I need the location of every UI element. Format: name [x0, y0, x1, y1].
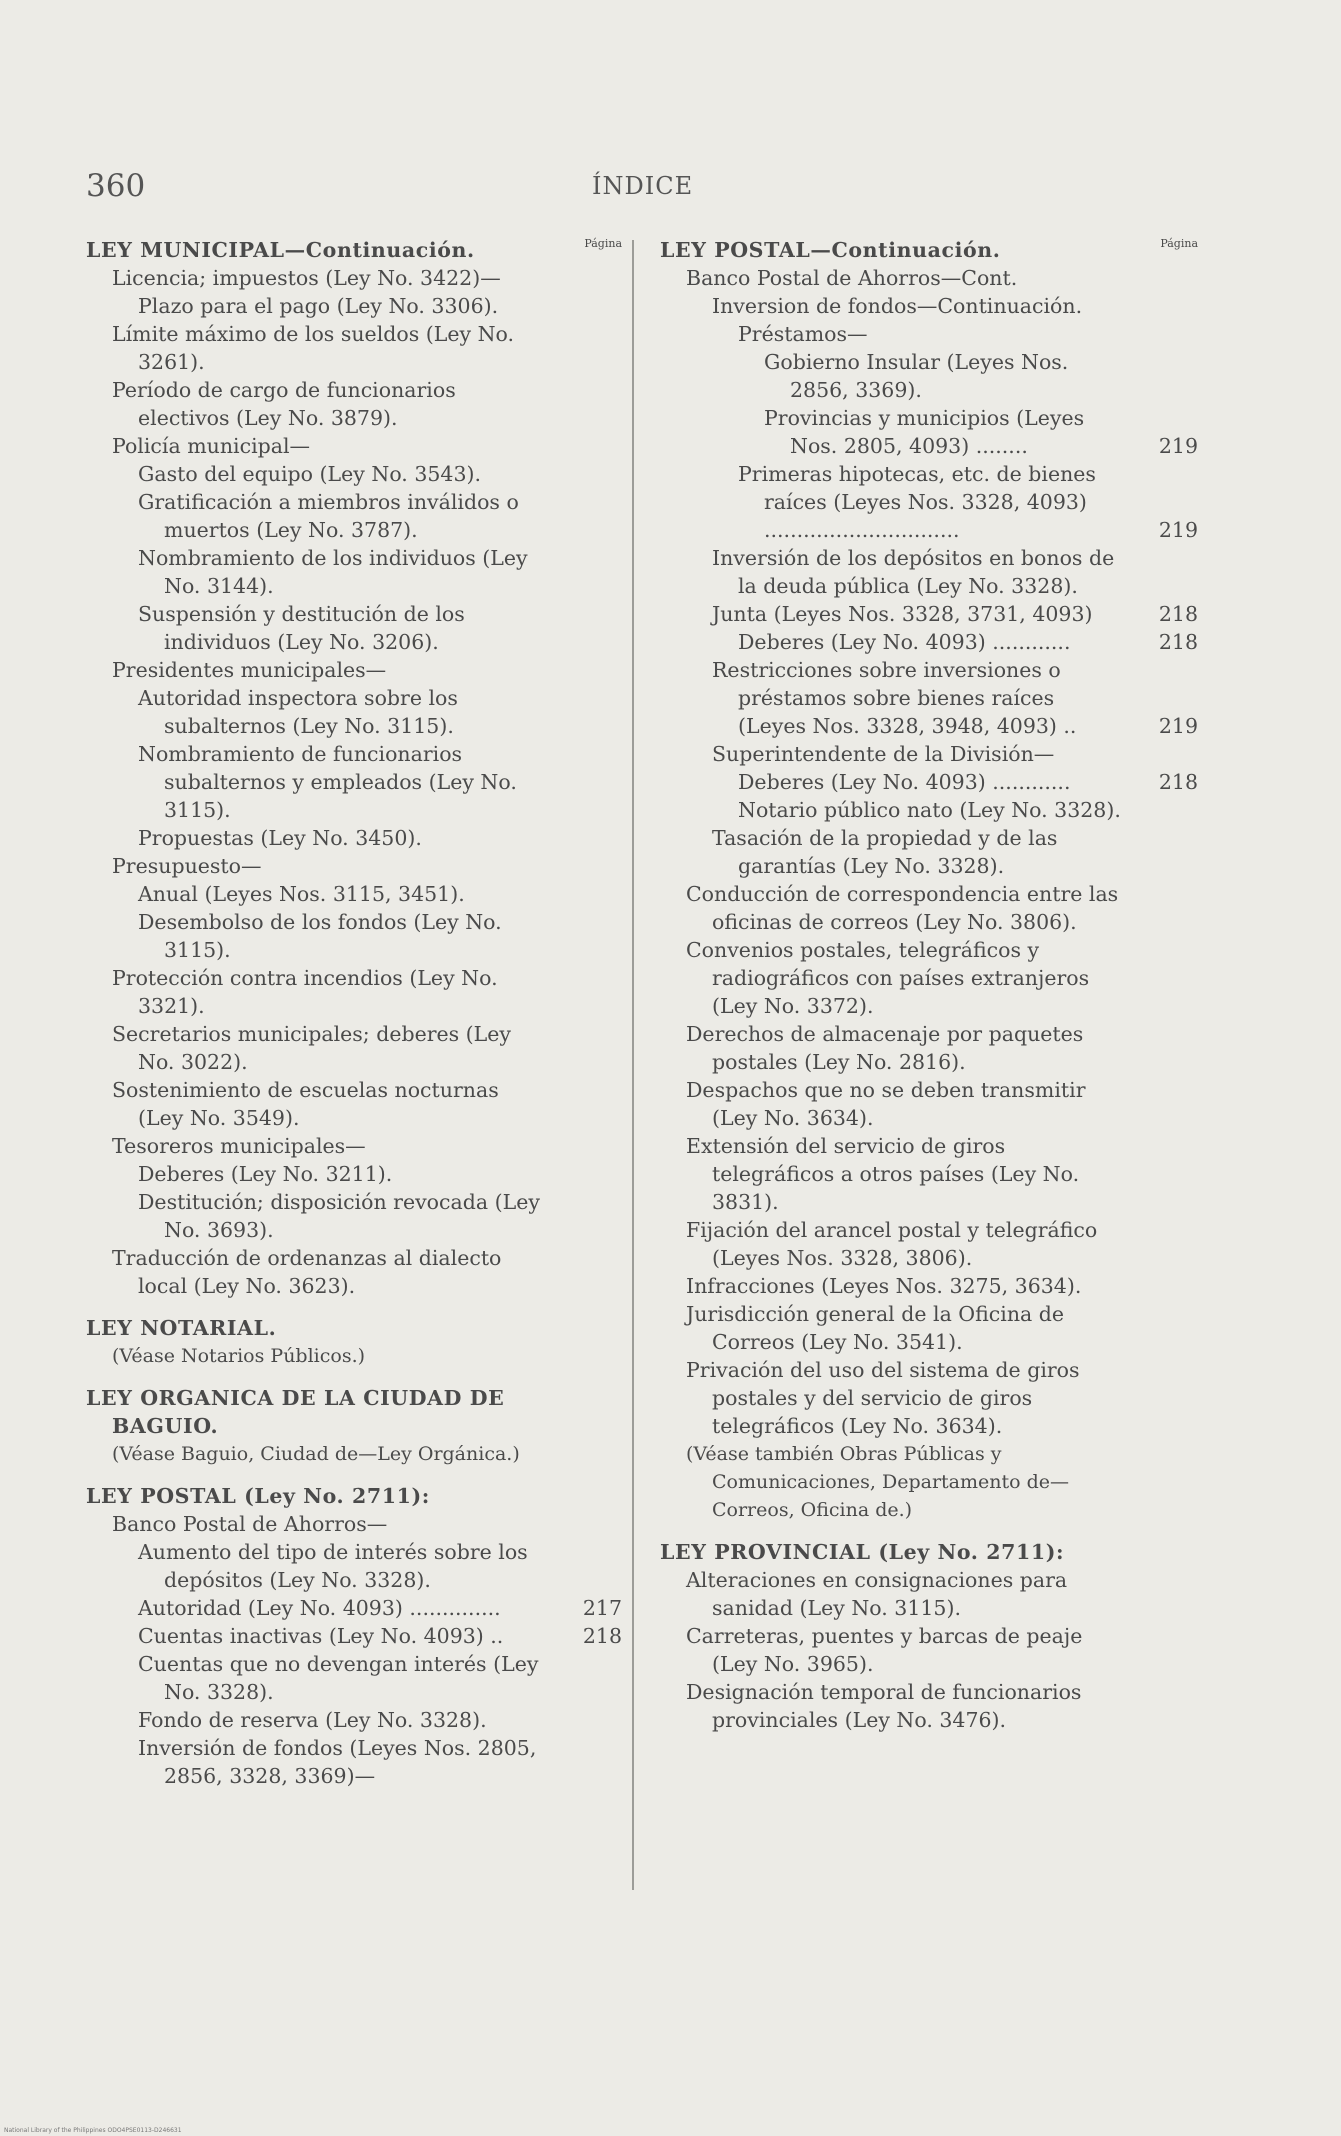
- index-entry-text: Fijación del arancel postal y telegráfico (Leyes Nos. 3328, 3806).: [686, 1218, 1098, 1270]
- index-entry-text: LEY ORGANICA DE LA CIUDAD DE BAGUIO.: [86, 1386, 505, 1438]
- index-entry: [660, 1538, 1198, 1566]
- index-entry: [686, 1076, 1198, 1132]
- index-entry-text: Alteraciones en consignaciones para sanidad (Ley No. 3115).: [686, 1568, 1068, 1620]
- index-entry-text: Cuentas inactivas (Ley No. 4093) ..: [138, 1624, 504, 1648]
- index-entry: [112, 1020, 622, 1076]
- index-entry: [764, 348, 1198, 404]
- index-entry: [712, 656, 1198, 740]
- index-entry-page: 218: [1158, 602, 1198, 626]
- index-entry-text: (Véase también Obras Públicas y Comunicaciones, Departamento de—Correos, Oficina de.): [686, 1443, 1070, 1521]
- index-entry-text: Límite máximo de los sueldos (Ley No. 3261).: [112, 322, 515, 374]
- index-entry: [138, 1538, 622, 1594]
- index-entry-text: Derechos de almacenaje por paquetes postales (Ley No. 2816).: [686, 1022, 1084, 1074]
- index-entry: [138, 1734, 622, 1790]
- index-entry: [138, 292, 622, 320]
- index-entry: [712, 740, 1198, 768]
- index-entry-text: Fondo de reserva (Ley No. 3328).: [138, 1708, 487, 1732]
- index-entry: [112, 852, 622, 880]
- index-entry: [112, 264, 622, 292]
- index-entry-text: Protección contra incendios (Ley No. 3321).: [112, 966, 498, 1018]
- index-entry-text: Presupuesto—: [112, 854, 262, 878]
- index-entry-text: Designación temporal de funcionarios provinciales (Ley No. 3476).: [686, 1680, 1082, 1732]
- index-entry: [138, 544, 622, 600]
- index-entry: [660, 236, 1198, 264]
- index-entry-text: LEY POSTAL (Ley No. 2711):: [86, 1484, 430, 1508]
- index-entry: [138, 1650, 622, 1706]
- index-entry: [738, 320, 1198, 348]
- index-entry-text: LEY PROVINCIAL (Ley No. 2711):: [660, 1540, 1065, 1564]
- index-column-right: [660, 236, 1198, 1734]
- index-entry: [86, 1482, 622, 1510]
- index-entry: [112, 1076, 622, 1132]
- index-entry-text: Nombramiento de los individuos (Ley No. 3144).: [138, 546, 528, 598]
- index-entry-page: 219: [1158, 518, 1198, 542]
- index-entry-text: Policía municipal—: [112, 434, 311, 458]
- index-entry-text: Gasto del equipo (Ley No. 3543).: [138, 462, 482, 486]
- index-entry-page: Página: [1160, 237, 1198, 250]
- index-entry: [138, 1706, 622, 1734]
- index-entry-text: Junta (Leyes Nos. 3328, 3731, 4093): [712, 602, 1093, 626]
- index-entry-text: Inversion de fondos—Continuación.: [712, 294, 1083, 318]
- column-divider: [632, 240, 634, 1890]
- index-entry: [86, 1314, 622, 1342]
- index-entry: [138, 460, 622, 488]
- index-entry: [112, 1440, 622, 1468]
- index-entry: [738, 460, 1198, 544]
- index-entry-page: 219: [1158, 434, 1198, 458]
- index-entry: [764, 404, 1198, 460]
- index-entry-text: Banco Postal de Ahorros—Cont.: [686, 266, 1018, 290]
- index-entry-page: 218: [1158, 770, 1198, 794]
- index-entry: [686, 936, 1198, 1020]
- index-entry: [112, 1510, 622, 1538]
- index-entry-text: Suspensión y destitución de los individuos (Ley No. 3206).: [138, 602, 465, 654]
- index-entry-page: Página: [584, 237, 622, 250]
- index-entry-text: Gobierno Insular (Leyes Nos. 2856, 3369).: [764, 350, 1069, 402]
- index-entry-text: Inversión de los depósitos en bonos de la deuda pública (Ley No. 3328).: [712, 546, 1115, 598]
- index-entry-text: Cuentas que no devengan interés (Ley No. 3328).: [138, 1652, 539, 1704]
- index-entry: [738, 628, 1198, 656]
- index-entry: [686, 1216, 1198, 1272]
- index-entry-text: Jurisdicción general de la Oficina de Correos (Ley No. 3541).: [686, 1302, 1065, 1354]
- index-entry: [138, 1622, 622, 1650]
- index-entry: [112, 320, 622, 376]
- index-entry-text: Superintendente de la División—: [712, 742, 1055, 766]
- index-entry: [138, 600, 622, 656]
- index-entry: [112, 1132, 622, 1160]
- index-entry: [686, 1300, 1198, 1356]
- index-entry-text: Nombramiento de funcionarios subalternos y empleados (Ley No. 3115).: [138, 742, 517, 822]
- index-entry-text: LEY POSTAL—Continuación.: [660, 238, 1001, 262]
- index-entry: [738, 768, 1198, 796]
- index-entry-text: Infracciones (Leyes Nos. 3275, 3634).: [686, 1274, 1082, 1298]
- index-entry-text: Carreteras, puentes y barcas de peaje (Ley No. 3965).: [686, 1624, 1083, 1676]
- index-entry: [138, 824, 622, 852]
- index-entry-text: Traducción de ordenanzas al dialecto local (Ley No. 3623).: [112, 1246, 502, 1298]
- index-entry: [86, 236, 622, 264]
- index-entry-text: Primeras hipotecas, etc. de bienes raíces (Leyes Nos. 3328, 4093) ..............................: [738, 462, 1096, 542]
- index-entry: [138, 880, 622, 908]
- index-entry-text: Préstamos—: [738, 322, 868, 346]
- index-entry-text: Deberes (Ley No. 4093) ............: [738, 630, 1071, 654]
- index-entry: [686, 264, 1198, 292]
- index-entry-text: Restricciones sobre inversiones o préstamos sobre bienes raíces (Leyes Nos. 3328, 3948, 4093) ..: [712, 658, 1077, 738]
- index-entry-text: Autoridad inspectora sobre los subalternos (Ley No. 3115).: [138, 686, 458, 738]
- index-entry-text: LEY NOTARIAL.: [86, 1316, 277, 1340]
- index-entry: [138, 488, 622, 544]
- index-entry-text: Anual (Leyes Nos. 3115, 3451).: [138, 882, 465, 906]
- index-entry: [686, 1566, 1198, 1622]
- index-entry-page: 218: [1158, 630, 1198, 654]
- index-entry: [112, 964, 622, 1020]
- index-entry-text: Tasación de la propiedad y de las garantías (Ley No. 3328).: [712, 826, 1058, 878]
- index-entry-text: Sostenimiento de escuelas nocturnas (Ley No. 3549).: [112, 1078, 499, 1130]
- index-entry: [686, 1440, 1198, 1524]
- index-entry-page: 217: [582, 1596, 622, 1620]
- index-entry: [686, 1356, 1198, 1440]
- index-entry: [686, 1132, 1198, 1216]
- index-entry-page: 219: [1158, 714, 1198, 738]
- index-entry: [686, 880, 1198, 936]
- index-entry: [712, 600, 1198, 628]
- index-entry-text: Aumento del tipo de interés sobre los depósitos (Ley No. 3328).: [138, 1540, 528, 1592]
- index-entry-text: (Véase Baguio, Ciudad de—Ley Orgánica.): [112, 1443, 520, 1465]
- index-entry: [686, 1678, 1198, 1734]
- index-entry-text: Conducción de correspondencia entre las oficinas de correos (Ley No. 3806).: [686, 882, 1119, 934]
- index-entry-text: Convenios postales, telegráficos y radiográficos con países extranjeros (Ley No. 3372).: [686, 938, 1090, 1018]
- index-entry-text: Despachos que no se deben transmitir (Ley No. 3634).: [686, 1078, 1086, 1130]
- index-entry-text: Secretarios municipales; deberes (Ley No. 3022).: [112, 1022, 511, 1074]
- index-entry-text: Privación del uso del sistema de giros postales y del servicio de giros telegráficos (Ley No. 3634).: [686, 1358, 1080, 1438]
- index-entry: [712, 824, 1198, 880]
- index-entry: [112, 1244, 622, 1300]
- index-entry-text: Deberes (Ley No. 4093) ............: [738, 770, 1071, 794]
- index-entry: [138, 740, 622, 824]
- index-entry-text: Provincias y municipios (Leyes Nos. 2805, 4093) ........: [764, 406, 1085, 458]
- index-entry: [686, 1272, 1198, 1300]
- index-entry: [112, 376, 622, 432]
- index-entry-page: 218: [582, 1624, 622, 1648]
- index-entry: [138, 1594, 622, 1622]
- index-entry: [86, 1384, 622, 1440]
- index-entry-text: Tesoreros municipales—: [112, 1134, 366, 1158]
- index-entry: [712, 544, 1198, 600]
- index-entry-text: Presidentes municipales—: [112, 658, 387, 682]
- index-column-left: [86, 236, 622, 1790]
- index-entry-text: Inversión de fondos (Leyes Nos. 2805, 2856, 3328, 3369)—: [138, 1736, 537, 1788]
- index-entry-text: Destitución; disposición revocada (Ley No. 3693).: [138, 1190, 540, 1242]
- scan-footer: National Library of the Philippines ODO4PSE0113-D246631: [4, 2127, 182, 2134]
- index-entry: [686, 1020, 1198, 1076]
- index-entry-text: Desembolso de los fondos (Ley No. 3115).: [138, 910, 502, 962]
- index-entry: [112, 432, 622, 460]
- index-entry-text: Propuestas (Ley No. 3450).: [138, 826, 422, 850]
- index-entry: [712, 292, 1198, 320]
- page-number: 360: [86, 168, 146, 204]
- index-entry: [138, 1188, 622, 1244]
- index-entry: [112, 656, 622, 684]
- index-entry-text: Extensión del servicio de giros telegráficos a otros países (Ley No. 3831).: [686, 1134, 1080, 1214]
- index-entry: [138, 1160, 622, 1188]
- index-entry-text: Plazo para el pago (Ley No. 3306).: [138, 294, 499, 318]
- page-title: ÍNDICE: [592, 172, 694, 200]
- index-entry: [738, 796, 1198, 824]
- index-entry-text: Notario público nato (Ley No. 3328).: [738, 798, 1121, 822]
- index-entry-text: Licencia; impuestos (Ley No. 3422)—: [112, 266, 501, 290]
- index-entry-text: LEY MUNICIPAL—Continuación.: [86, 238, 475, 262]
- index-entry-text: Gratificación a miembros inválidos o muertos (Ley No. 3787).: [138, 490, 519, 542]
- index-entry: [138, 908, 622, 964]
- index-entry-text: (Véase Notarios Públicos.): [112, 1345, 366, 1367]
- index-entry-text: Banco Postal de Ahorros—: [112, 1512, 388, 1536]
- index-entry: [112, 1342, 622, 1370]
- index-entry-text: Autoridad (Ley No. 4093) ..............: [138, 1596, 501, 1620]
- index-entry-text: Deberes (Ley No. 3211).: [138, 1162, 393, 1186]
- index-entry: [138, 684, 622, 740]
- index-entry: [686, 1622, 1198, 1678]
- index-entry-text: Período de cargo de funcionarios electivos (Ley No. 3879).: [112, 378, 456, 430]
